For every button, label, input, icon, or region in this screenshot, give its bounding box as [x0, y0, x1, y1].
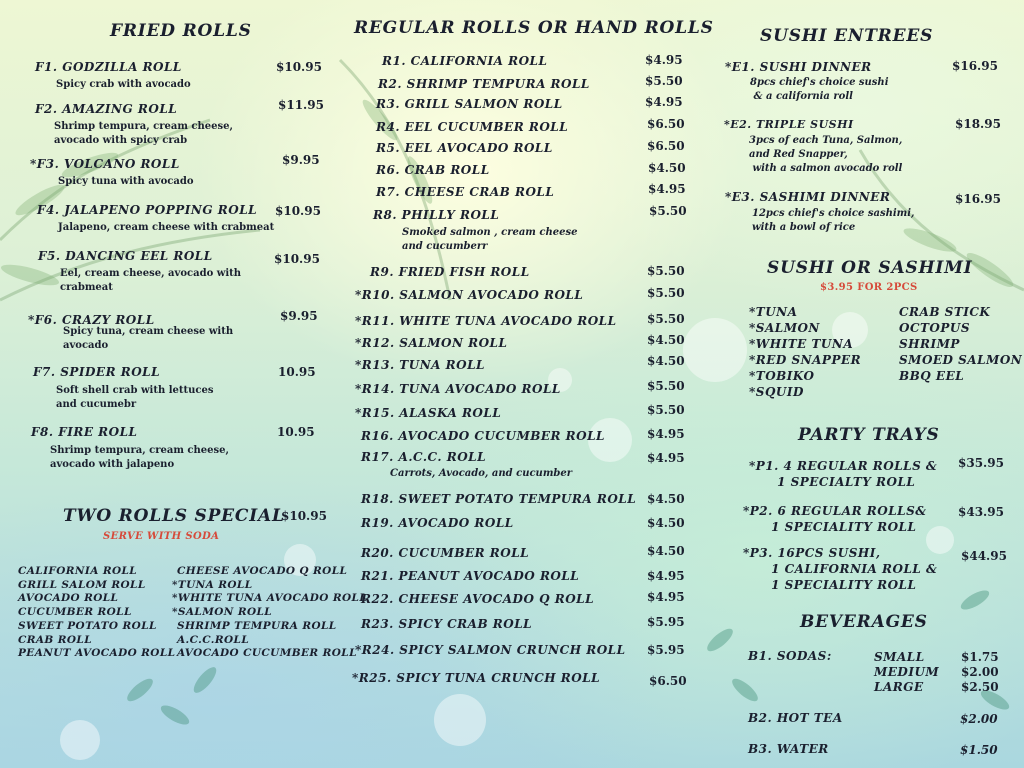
entree-name: *E3. SASHIMI DINNER: [725, 190, 891, 204]
fried-roll-desc: Spicy crab with avocado: [56, 79, 191, 90]
sushi-sashimi-left-list: [749, 304, 861, 400]
list-item: SHRIMP: [899, 337, 960, 351]
regular-roll-name: *R24. SPICY SALMON CRUNCH ROLL: [355, 643, 626, 657]
regular-roll-price: $5.50: [647, 312, 685, 326]
hot-tea-price: $2.00: [960, 712, 998, 726]
list-item: AVOCADO CUCUMBER ROLL: [177, 647, 357, 660]
regular-roll-price: $4.95: [647, 451, 685, 465]
regular-roll-name: *R14. TUNA AVOCADO ROLL: [355, 382, 561, 396]
hot-tea-label: B2. HOT TEA: [748, 711, 843, 725]
list-item: A.C.C.ROLL: [177, 633, 250, 646]
regular-roll-name: *R11. WHITE TUNA AVOCADO ROLL: [355, 314, 617, 328]
soda-price: $2.50: [961, 680, 999, 694]
entree-price: $18.95: [955, 117, 1001, 131]
beverages-heading: BEVERAGES: [800, 612, 928, 632]
sodas-label: B1. SODAS:: [748, 649, 832, 663]
water-price: $1.50: [960, 743, 998, 757]
soda-size: MEDIUM: [874, 665, 940, 679]
fried-roll-name: F7. SPIDER ROLL: [33, 365, 161, 379]
party-tray-name: *P1. 4 REGULAR ROLLS & 1 SPECIALTY ROLL: [749, 459, 938, 489]
regular-roll-price: $4.95: [647, 569, 685, 583]
regular-roll-desc: Smoked salmon , cream cheese and cucumberr: [402, 227, 578, 252]
regular-roll-name: R17. A.C.C. ROLL: [361, 450, 487, 464]
list-item: AVOCADO ROLL: [18, 592, 119, 605]
party-trays-heading: PARTY TRAYS: [798, 425, 940, 445]
regular-roll-name: R16. AVOCADO CUCUMBER ROLL: [361, 429, 605, 443]
regular-roll-name: R19. AVOCADO ROLL: [361, 516, 514, 530]
list-item: OCTOPUS: [899, 321, 971, 335]
fried-roll-name: F2. AMAZING ROLL: [35, 102, 178, 116]
entree-name: *E2. TRIPLE SUSHI: [724, 118, 854, 131]
list-item: *TUNA: [749, 305, 798, 319]
regular-roll-name: *R15. ALASKA ROLL: [355, 406, 502, 420]
list-item: *WHITE TUNA: [749, 337, 854, 351]
fried-roll-name: F4. JALAPENO POPPING ROLL: [37, 203, 258, 217]
two-rolls-note: SERVE WITH SODA: [103, 531, 220, 542]
two-rolls-heading: TWO ROLLS SPECIAL: [63, 506, 285, 526]
party-tray-name: *P3. 16PCS SUSHI, 1 CALIFORNIA ROLL & 1 SPECIALITY ROLL: [743, 546, 938, 592]
list-item: CUCUMBER ROLL: [18, 606, 132, 619]
regular-roll-desc: Carrots, Avocado, and cucumber: [390, 468, 573, 479]
regular-roll-name: R9. FRIED FISH ROLL: [370, 265, 530, 279]
soda-price: $1.75: [961, 650, 999, 664]
soda-sizes: [874, 650, 939, 695]
regular-roll-name: *R13. TUNA ROLL: [355, 358, 485, 372]
list-item: SHRIMP TEMPURA ROLL: [177, 619, 337, 632]
regular-roll-price: $5.50: [647, 379, 685, 393]
fried-roll-name: *F6. CRAZY ROLL: [28, 313, 155, 327]
fried-roll-price: $10.95: [276, 60, 322, 74]
regular-roll-name: *R25. SPICY TUNA CRUNCH ROLL: [352, 671, 601, 685]
fried-roll-name: F5. DANCING EEL ROLL: [38, 249, 213, 263]
regular-roll-name: *R12. SALMON ROLL: [355, 336, 508, 350]
entree-desc: 3pcs of each Tuna, Salmon, and Red Snapper, with a salmon avocado roll: [749, 135, 903, 174]
regular-roll-price: $4.95: [647, 427, 685, 441]
regular-roll-price: $4.50: [647, 544, 685, 558]
regular-roll-name: R21. PEANUT AVOCADO ROLL: [361, 569, 580, 583]
regular-roll-price: $5.50: [647, 286, 685, 300]
fried-roll-desc: Shrimp tempura, cream cheese, avocado with spicy crab: [54, 121, 233, 146]
list-item: *SALMON ROLL: [172, 606, 273, 619]
soda-size: SMALL: [874, 650, 925, 664]
soda-prices: [961, 650, 999, 695]
entree-price: $16.95: [952, 59, 998, 73]
regular-roll-name: R6. CRAB ROLL: [376, 163, 490, 177]
fried-roll-price: $9.95: [280, 309, 318, 323]
fried-roll-price: $10.95: [274, 252, 320, 266]
regular-roll-price: $5.50: [645, 74, 683, 88]
list-item: CALIFORNIA ROLL: [18, 565, 138, 577]
fried-roll-desc: Soft shell crab with lettuces and cucumebr: [56, 385, 214, 410]
fried-roll-price: $9.95: [282, 153, 320, 167]
party-tray-price: $44.95: [961, 549, 1007, 563]
regular-roll-price: $5.95: [647, 643, 685, 657]
fried-roll-price: $10.95: [275, 204, 321, 218]
fried-roll-desc: Spicy tuna, cream cheese with avocado: [63, 326, 234, 351]
fried-roll-price: 10.95: [277, 425, 315, 439]
regular-roll-price: $4.50: [647, 516, 685, 530]
regular-roll-name: R7. CHEESE CRAB ROLL: [376, 185, 555, 199]
regular-roll-price: $4.50: [647, 354, 685, 368]
regular-roll-name: R22. CHEESE AVOCADO Q ROLL: [361, 592, 595, 606]
two-rolls-price: $10.95: [281, 509, 327, 523]
regular-roll-name: R1. CALIFORNIA ROLL: [382, 54, 548, 68]
party-tray-name: *P2. 6 REGULAR ROLLS& 1 SPECIALITY ROLL: [743, 504, 927, 534]
regular-roll-price: $4.95: [645, 95, 683, 109]
regular-roll-name: R5. EEL AVOCADO ROLL: [376, 141, 553, 155]
entree-price: $16.95: [955, 192, 1001, 206]
list-item: GRILL SALOM ROLL: [18, 578, 146, 591]
fried-roll-name: F1. GODZILLA ROLL: [35, 60, 182, 74]
regular-roll-price: $5.50: [647, 264, 685, 278]
regular-roll-price: $4.50: [647, 333, 685, 347]
regular-roll-name: R8. PHILLY ROLL: [373, 208, 500, 222]
list-item: *SQUID: [749, 385, 804, 399]
soda-price: $2.00: [961, 665, 999, 679]
regular-roll-price: $5.50: [647, 403, 685, 417]
list-item: *TUNA ROLL: [172, 578, 253, 591]
regular-rolls-heading: REGULAR ROLLS OR HAND ROLLS: [354, 18, 714, 38]
regular-roll-price: $4.50: [648, 161, 686, 175]
regular-roll-price: $6.50: [647, 117, 685, 131]
list-item: CRAB ROLL: [18, 633, 92, 646]
list-item: SWEET POTATO ROLL: [18, 619, 157, 632]
regular-roll-name: R18. SWEET POTATO TEMPURA ROLL: [361, 492, 637, 506]
list-item: *SALMON: [749, 321, 820, 335]
list-item: SMOED SALMON: [899, 353, 1023, 367]
regular-roll-name: R4. EEL CUCUMBER ROLL: [376, 120, 569, 134]
fried-roll-price: $11.95: [278, 98, 324, 112]
regular-roll-price: $4.95: [648, 182, 686, 196]
regular-roll-name: R2. SHRIMP TEMPURA ROLL: [378, 77, 590, 91]
regular-roll-price: $5.50: [649, 204, 687, 218]
soda-size: LARGE: [874, 680, 924, 694]
fried-roll-desc: Jalapeno, cream cheese with crabmeat: [58, 222, 275, 233]
list-item: BBQ EEL: [899, 369, 965, 383]
list-item: *WHITE TUNA AVOCADO ROLL: [172, 592, 368, 605]
sushi-sashimi-note: $3.95 FOR 2PCS: [820, 282, 918, 293]
sushi-entrees-heading: SUSHI ENTREES: [760, 26, 934, 46]
regular-roll-name: R3. GRILL SALMON ROLL: [376, 97, 563, 111]
two-rolls-left-list: [18, 565, 175, 661]
fried-roll-desc: Shrimp tempura, cream cheese, avocado with jalapeno: [50, 445, 229, 470]
list-item: *RED SNAPPER: [749, 353, 862, 367]
entree-desc: 12pcs chief's choice sashimi, with a bowl of rice: [752, 208, 915, 233]
regular-roll-name: R23. SPICY CRAB ROLL: [361, 617, 533, 631]
fried-roll-price: 10.95: [278, 365, 316, 379]
regular-roll-name: *R10. SALMON AVOCADO ROLL: [355, 288, 584, 302]
regular-roll-price: $5.95: [647, 615, 685, 629]
fried-roll-name: F8. FIRE ROLL: [31, 425, 138, 439]
regular-roll-price: $6.50: [647, 139, 685, 153]
list-item: *TOBIKO: [749, 369, 815, 383]
entree-name: *E1. SUSHI DINNER: [725, 60, 872, 74]
regular-roll-price: $6.50: [649, 674, 687, 688]
list-item: PEANUT AVOCADO ROLL: [18, 647, 176, 660]
water-label: B3. WATER: [748, 742, 829, 756]
sushi-sashimi-right-list: [899, 304, 1022, 384]
two-rolls-right-list: [172, 565, 367, 661]
regular-roll-price: $4.50: [647, 492, 685, 506]
party-tray-price: $43.95: [958, 505, 1004, 519]
sushi-sashimi-heading: SUSHI OR SASHIMI: [767, 258, 973, 278]
fried-rolls-heading: FRIED ROLLS: [110, 21, 252, 41]
regular-roll-name: R20. CUCUMBER ROLL: [361, 546, 530, 560]
fried-roll-desc: Eel, cream cheese, avocado with crabmeat: [60, 268, 242, 293]
list-item: CRAB STICK: [899, 305, 991, 319]
regular-roll-price: $4.95: [645, 53, 683, 67]
fried-roll-desc: Spicy tuna with avocado: [58, 176, 194, 187]
entree-desc: 8pcs chief's choice sushi & a california roll: [750, 77, 889, 102]
list-item: CHEESE AVOCADO Q ROLL: [177, 565, 348, 577]
regular-roll-price: $4.95: [647, 590, 685, 604]
party-tray-price: $35.95: [958, 456, 1004, 470]
fried-roll-name: *F3. VOLCANO ROLL: [30, 157, 180, 171]
